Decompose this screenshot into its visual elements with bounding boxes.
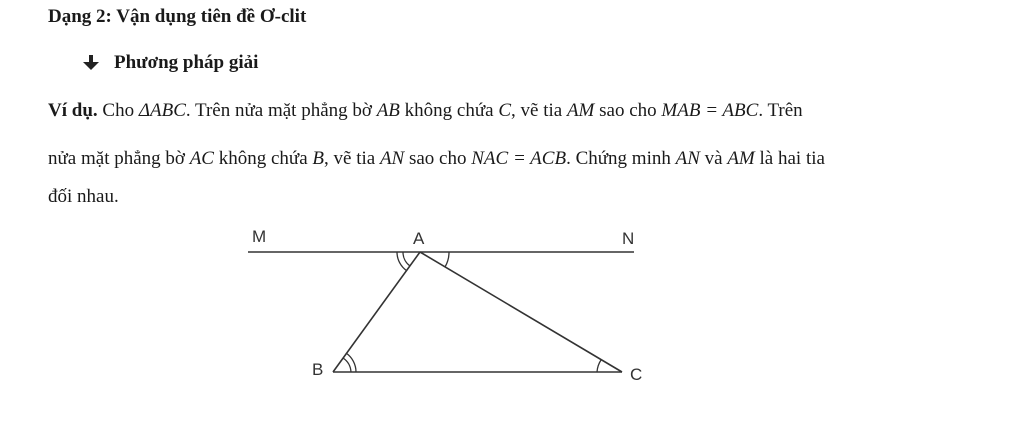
text-seg: . Trên	[758, 100, 803, 121]
math-an: AN	[379, 148, 405, 169]
math-am-2: AM	[727, 148, 755, 169]
math-angle-eq-2: NAC = ACB	[471, 148, 567, 169]
math-ac: AC	[189, 148, 214, 169]
math-ab: AB	[376, 100, 400, 121]
angle-mark-acb	[597, 360, 601, 372]
down-arrow-bullet-icon	[80, 54, 102, 72]
segment-ac	[420, 252, 622, 372]
math-c: C	[498, 100, 512, 121]
math-an-2: AN	[675, 148, 700, 169]
text-seg: Cho	[97, 100, 139, 121]
math-am: AM	[566, 100, 595, 121]
text-seg: . Chứng minh	[566, 148, 676, 169]
example-line-2	[48, 148, 825, 170]
example-line-1	[48, 100, 803, 122]
angle-mark-abc	[343, 358, 351, 372]
triangle-abc: ΔABC	[138, 100, 186, 121]
text-seg: và	[699, 148, 728, 169]
text-seg: không chứa	[213, 148, 313, 169]
text-seg: , vẽ tia	[511, 100, 567, 121]
geometry-figure	[240, 222, 660, 392]
math-b: B	[312, 148, 325, 169]
text-seg: không chứa	[399, 100, 499, 121]
segment-ab	[333, 252, 420, 372]
example-line-3: đối nhau.	[48, 186, 119, 207]
method-label: Phương pháp giải	[114, 52, 259, 73]
angle-mark-mab	[403, 252, 410, 266]
text-seg: là hai tia	[754, 148, 825, 169]
text-seg: sao cho	[594, 100, 662, 121]
math-angle-eq-1: MAB = ABC	[661, 100, 759, 121]
text-seg: sao cho	[404, 148, 472, 169]
angle-mark-nac	[445, 252, 449, 267]
section-heading: Dạng 2: Vận dụng tiên đề Ơ-clit	[48, 6, 307, 27]
label-c: C	[630, 365, 643, 384]
text-seg: nửa mặt phẳng bờ	[48, 148, 190, 169]
text-seg: . Trên nửa mặt phẳng bờ	[185, 100, 377, 121]
text-seg: , vẽ tia	[324, 148, 380, 169]
label-b: B	[312, 360, 324, 379]
method-heading	[80, 52, 258, 74]
label-m: M	[252, 227, 267, 246]
label-n: N	[622, 229, 635, 248]
label-a: A	[413, 229, 425, 248]
example-label: Ví dụ.	[48, 100, 98, 121]
